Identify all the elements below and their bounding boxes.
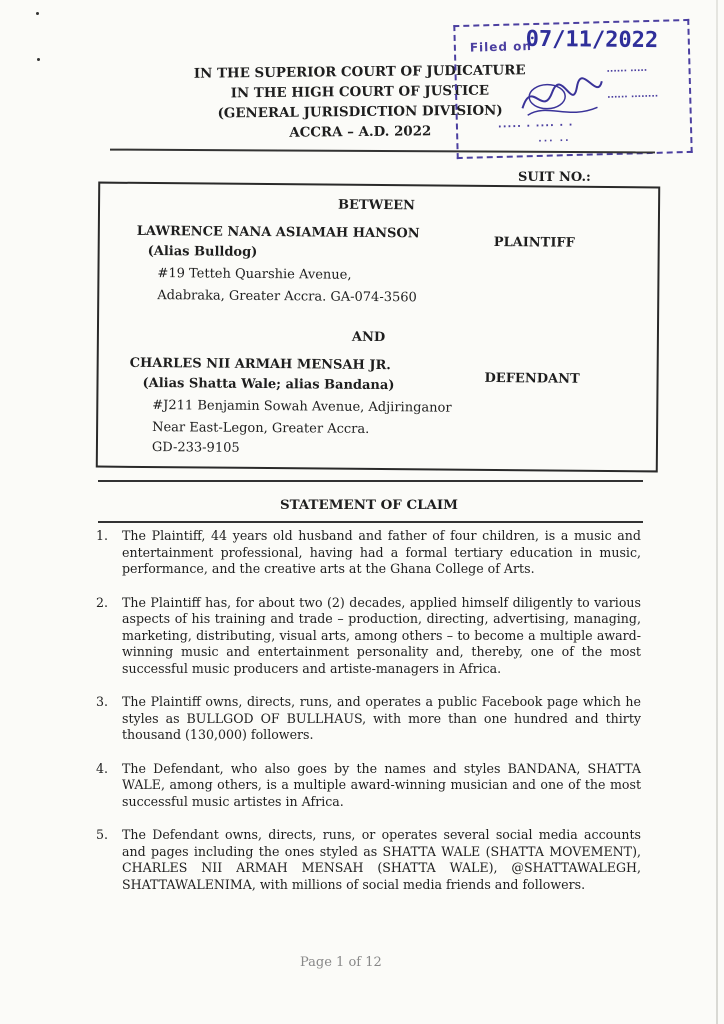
defendant-role: DEFENDANT [484, 370, 580, 387]
stamp-text: ······ ········ [607, 91, 659, 104]
defendant-address-line: #J211 Benjamin Sowah Avenue, Adjiringanor [152, 398, 452, 416]
scan-speck [36, 12, 39, 15]
court-line: IN THE HIGH COURT OF JUSTICE [230, 82, 490, 102]
section-rule [98, 521, 643, 523]
plaintiff-role: PLAINTIFF [493, 235, 575, 251]
claim-paragraph [96, 528, 641, 578]
paragraph-number: 1. [96, 528, 109, 543]
paragraph-number: 4. [96, 760, 109, 776]
defendant-alias: (Alias Shatta Wale; alias Bandana) [142, 375, 395, 394]
paragraph-text: The Plaintiff, 44 years old husband and father of four children, is a music and entertainment professional, having had a formal tertiary education in music, performance, and the creative arts at the Ghana College of Arts. [122, 528, 641, 576]
court-filing-stamp [453, 19, 692, 159]
signature-scribble-icon [517, 71, 608, 123]
stamp-text: ··· ·· [538, 136, 571, 147]
defendant-name: CHARLES NII ARMAH MENSAH JR. [129, 355, 391, 374]
scan-speck [37, 58, 40, 61]
suit-number-label: SUIT NO.: [518, 170, 591, 185]
and-label: AND [351, 329, 386, 346]
defendant-address-line: GD-233-9105 [151, 440, 240, 456]
paragraph-number: 5. [96, 827, 109, 842]
paragraph-text: The Plaintiff has, for about two (2) decades, applied himself diligently to various aspects of his training and trade – production, directing, advertising, managing, marketing, distributing, visual arts, among others – to become a multiple award-winning music and entertainment personality and, thereby, one of the most successful music producers and artiste-managers in Africa. [122, 594, 641, 676]
paragraph-text: The Plaintiff owns, directs, runs, and operates a public Facebook page which he styles as BULLGOD OF BULLHAUS, with more than one hundred and thirty thousand (130,000) followers. [122, 694, 641, 742]
stamp-filed-label: Filed on [469, 39, 533, 55]
plaintiff-alias: (Alias Bulldog) [147, 243, 258, 260]
plaintiff-address-line: #19 Tetteh Quarshie Avenue, [157, 266, 352, 283]
paragraph-number: 3. [96, 694, 109, 709]
plaintiff-address-line: Adabraka, Greater Accra. GA-074-3560 [157, 288, 417, 306]
section-rule [98, 480, 643, 482]
stamp-text: ····· · ···· · · [497, 120, 574, 133]
paragraph-number: 2. [96, 594, 109, 610]
parties-box [96, 182, 660, 473]
between-label: BETWEEN [337, 197, 415, 214]
plaintiff-name: LAWRENCE NANA ASIAMAH HANSON [136, 223, 420, 242]
claim-paragraph [96, 595, 641, 678]
defendant-address-line: Near East-Legon, Greater Accra. [152, 420, 370, 437]
court-line: ACCRA – A.D. 2022 [289, 123, 432, 141]
claim-paragraph [96, 761, 641, 811]
claim-paragraph [96, 694, 641, 744]
statement-of-claim-title: STATEMENT OF CLAIM [280, 497, 459, 513]
claim-paragraph [96, 827, 641, 893]
stamp-text: ······ ····· [606, 66, 648, 78]
paragraph-text: The Defendant, who also goes by the names and styles BANDANA, SHATTA WALE, among others, is a multiple award-winning musician and one of the most successful music artistes in Africa. [122, 760, 641, 809]
stamp-handwritten-date: 07/11/2022 [525, 26, 659, 54]
court-line: IN THE SUPERIOR COURT OF JUDICATURE [193, 62, 526, 82]
court-line: (GENERAL JURISDICTION DIVISION) [217, 102, 503, 122]
page-number-footer: Page 1 of 12 [300, 955, 382, 970]
paragraph-text: The Defendant owns, directs, runs, or operates several social media accounts and pages including the ones styled as SHATTA WALE (SHATTA MOVEMENT), CHARLES NII ARMAH MENSAH (SHATTA WALE), @SHATTAWALEGH, SHATTAWALENIMA, with millions of social media friends and followers. [122, 827, 641, 892]
claim-paragraph-list [96, 528, 641, 910]
